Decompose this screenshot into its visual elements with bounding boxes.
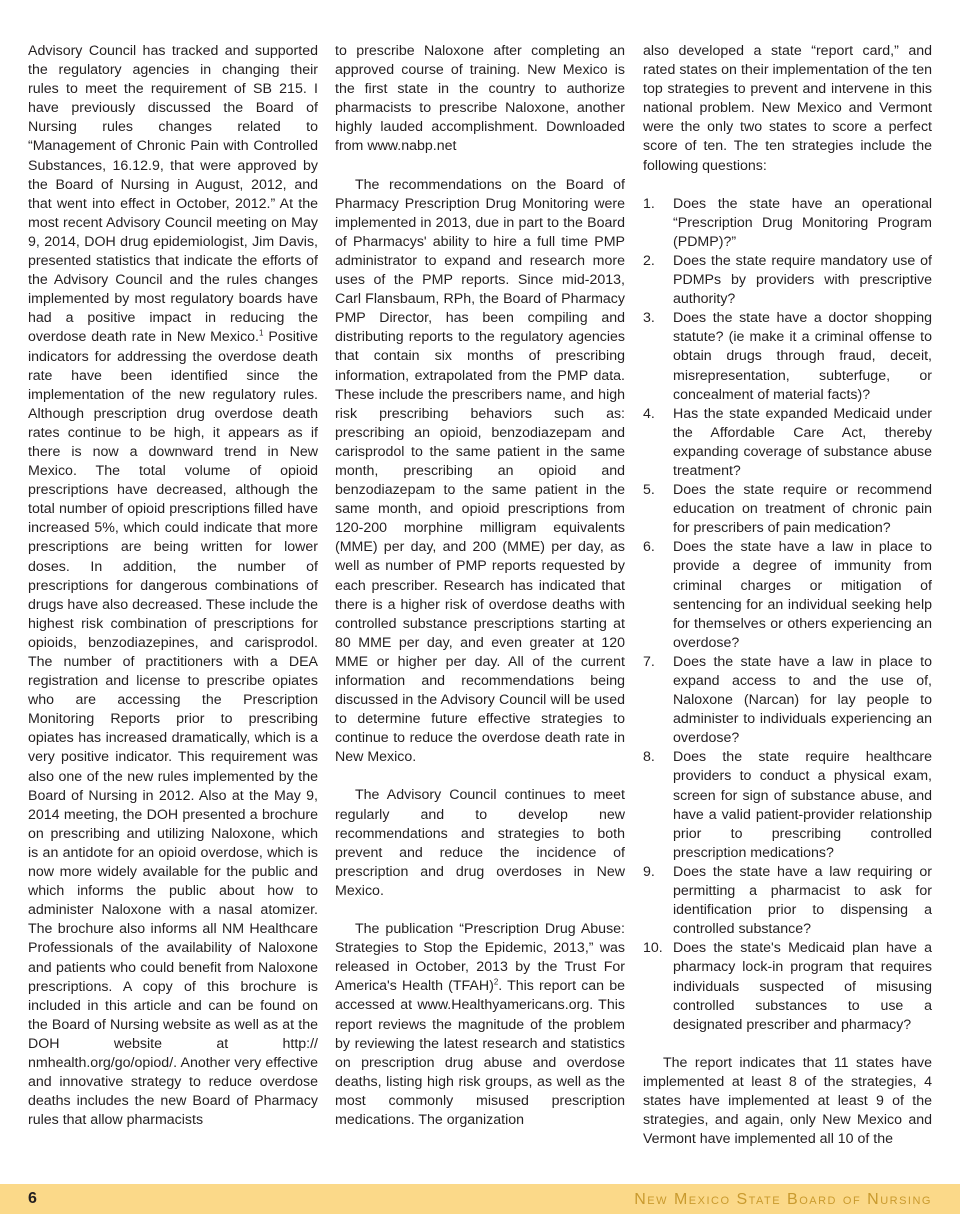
column-2-text-b: . This report can be accessed at www.Healthyamericans.org. This report reviews the magnitude of the problem by reviewing the latest research and statistics on prescription drug abuse and overdose deaths, listing high risk groups, as well as the most commonly misused prescription medications. The organization <box>335 978 625 1128</box>
list-item-number: 9. <box>643 863 655 880</box>
column-2-paragraph-3: The Advisory Council continues to meet regularly and to develop new recommendations and strategies to both prevent and reduce the incidence of prescription and drug overdoses in New Mexico. <box>335 787 625 899</box>
list-item-text: Does the state require healthcare providers to conduct a physical exam, screen for sign of substance abuse, and have a valid patient-provider relationship prior to prescribing controlled prescription medications? <box>673 749 932 861</box>
list-item-text: Does the state have a doctor shopping statute? (ie make it a criminal offense to obtain drugs through fraud, deceit, misrepresentation, subterfuge, or concealment of material facts)? <box>673 310 932 403</box>
column-2-paragraph-1: to prescribe Naloxone after completing an approved course of training. New Mexico is the first state in the country to authorize pharmacists to prescribe Naloxone, another highly lauded accomplishment. Downloaded from www.nabp.net <box>335 43 625 155</box>
list-item-number: 4. <box>643 405 655 422</box>
list-item <box>643 195 932 252</box>
column-3-paragraph-1: also developed a state “report card,” and rated states on their implementation of the ten top strategies to prevent and intervene in this national problem. New Mexico and Vermont were the only two states to score a perfect score of ten. The ten strategies include the following questions: <box>643 43 932 174</box>
column-2-paragraph-2: The recommendations on the Board of Pharmacy Prescription Drug Monitoring were implemented in 2013, due in part to the Board of Pharmacys' ability to hire a full time PMP administrator to expand and research more uses of the PMP reports. Since mid-2013, Carl Flansbaum, RPh, the Board of Pharmacy PMP Director, has been compiling and distributing reports to the regulatory agencies that contain six months of prescribing information, extrapolated from the PMP data. These include the prescribers name, and high risk prescribing behaviors such as: prescribing an opioid, benzodiazepam and carisprodol to the same patient in the same month, prescribing an opioid and benzodiazepam to the same patient in the same month, and opioid prescriptions from 120-200 morphine milligram equivalents (MME) per day, and 200 (MME) per day, as well as number of PMP reports requested by each prescriber. Research has indicated that there is a higher risk of overdose deaths with controlled substance prescriptions starting at 80 MME per day, and even greater at 120 MME or higher per day. All of the current information and recommendations being discussed in the Advisory Council will be used to determine future effective strategies to continue to reduce the overdose death rate in New Mexico. <box>335 176 625 766</box>
column-2-text-a: The publication “Prescription Drug Abuse: Strategies to Stop the Epidemic, 2013,” was released in October, 2013 by the Trust For America's Health (TFAH) <box>335 921 625 995</box>
list-item-number: 2. <box>643 252 655 269</box>
list-item-text: Does the state have a law in place to provide a degree of immunity from criminal charges or mitigation of sentencing for an individual seeking help for themselves or others experiencing an overdose? <box>673 539 932 651</box>
list-item-number: 8. <box>643 749 655 766</box>
list-item-number: 5. <box>643 482 655 499</box>
list-item-text: Does the state require or recommend education on treatment of chronic pain for prescribers of pain medication? <box>673 482 932 537</box>
article-column-3 <box>643 42 932 1149</box>
footnote-ref-2: 2 <box>493 977 499 987</box>
list-item-text: Does the state have an operational “Prescription Drug Monitoring Program (PDMP)?” <box>673 195 932 250</box>
list-item <box>643 252 932 309</box>
list-item <box>643 653 932 748</box>
publication-title: New Mexico State Board of Nursing <box>634 1191 932 1208</box>
list-item-text: Has the state expanded Medicaid under the Affordable Care Act, thereby expanding coverage of substance abuse treatment? <box>673 405 932 479</box>
list-item <box>643 309 932 404</box>
column-2-paragraph-4 <box>335 920 625 1130</box>
page-number: 6 <box>28 1190 37 1207</box>
list-item <box>643 481 932 538</box>
page-footer <box>0 1184 960 1214</box>
list-item-number: 7. <box>643 653 655 670</box>
list-item <box>643 863 932 939</box>
list-item-text: Does the state's Medicaid plan have a pharmacy lock-in program that requires individuals suspected of misusing controlled substances to use a designated prescriber and pharmacy? <box>673 940 932 1033</box>
list-item <box>643 748 932 863</box>
list-item <box>643 538 932 653</box>
list-item-text: Does the state require mandatory use of PDMPs by providers with prescriptive authority? <box>673 252 932 308</box>
column-1-text-b: Positive indicators for addressing the overdose death rate have been identified since the implementation of the new regulatory rules. Although prescription drug overdose death rates continue to be high, it appears as if there is now a downward trend in New Mexico. The total volume of opioid prescriptions have decreased, although the total number of opioid prescriptions filled have increased 5%, which could indicate that more prescriptions are being written for lower doses. In addition, the number of prescriptions for dangerous combinations of drugs have also decreased. These include the highest risk combination of prescriptions for opioids, benzodiazepines, and carisprodol. The number of practitioners with a DEA registration and license to prescribe opiates who are accessing the Prescription Monitoring Reports prior to prescribing opiates has increased dramatically, which is a very positive indicator. This requirement was also one of the new rules implemented by the Board of Nursing in 2012. Also at the May 9, 2014 meeting, the DOH presented a brochure on prescribing and utilizing Naloxone, which is an antidote for an opioid overdose, which is now more widely available for the public and which informs the public about how to administer Naloxone with a nasal atomizer. The brochure also informs all NM Healthcare Professionals of the availability of Naloxone and patients who could benefit from Naloxone prescriptions. A copy of this brochure is included in this article and can be found on the Board of Nursing website as well as at the DOH website at http:// nmhealth.org/go/opiod/. Another very effective and innovative strategy to reduce overdose deaths includes the new Board of Pharmacy rules that allow pharmacists <box>28 329 319 1129</box>
column-1-paragraph <box>28 42 318 1130</box>
strategies-list <box>643 195 932 1035</box>
list-item <box>643 939 932 1034</box>
list-item <box>643 405 932 481</box>
list-item-text: Does the state have a law requiring or permitting a pharmacist to ask for identification prior to dispensing a controlled substance? <box>673 863 932 938</box>
list-item-text: Does the state have a law in place to expand access to and the use of, Naloxone (Narcan) for lay people to administer to individuals experiencing an overdose? <box>673 653 932 747</box>
list-item-number: 6. <box>643 539 655 556</box>
list-item-number: 3. <box>643 310 655 327</box>
article-column-1 <box>28 42 318 1130</box>
footnote-ref-1: 1 <box>259 328 264 338</box>
article-column-2 <box>335 42 625 1130</box>
column-3-paragraph-2: The report indicates that 11 states have implemented at least 8 of the strategies, 4 states have implemented at least 9 of the strategies, and again, only New Mexico and Vermont have implemented all 10 of the <box>643 1054 932 1148</box>
list-item-number: 10. <box>643 940 663 957</box>
list-item-number: 1. <box>643 195 655 212</box>
column-1-text-a: Advisory Council has tracked and supported the regulatory agencies in changing their rules to meet the requirement of SB 215. I have previously discussed the Board of Nursing rules changes related to “Management of Chronic Pain with Controlled Substances, 16.12.9, that were approved by the Board of Nursing in August, 2012, and that went into effect in October, 2012.” At the most recent Advisory Council meeting on May 9, 2014, DOH drug epidemiologist, Jim Davis, presented statistics that indicate the efforts of the Advisory Council and the rules changes implemented by most regulatory boards have had a positive impact in reducing the overdose death rate in New Mexico. <box>28 43 318 346</box>
